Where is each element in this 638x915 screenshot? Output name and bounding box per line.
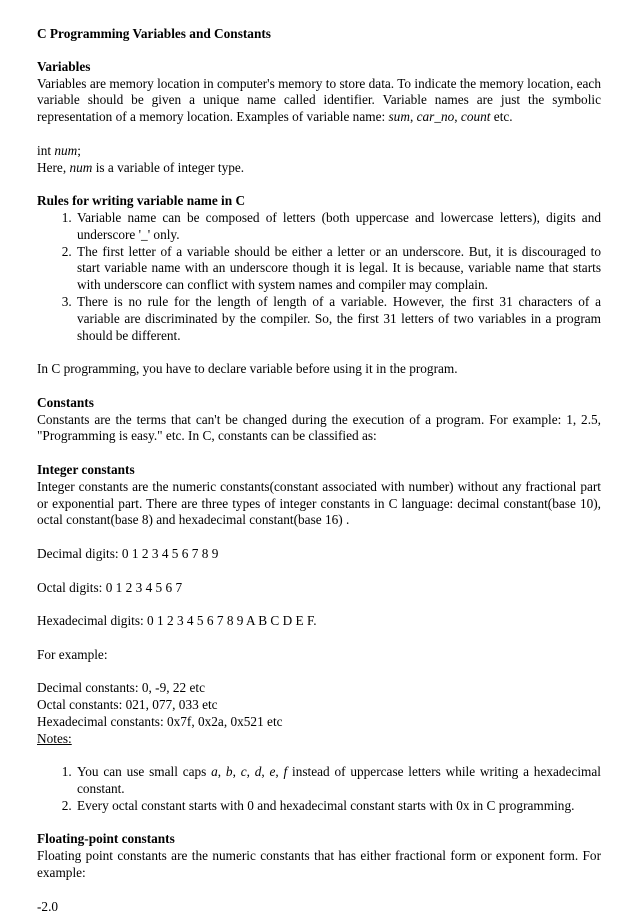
hex-letter: b (225, 764, 233, 780)
note-text: instead of uppercase letters while writing a hexadecimal constant. (77, 764, 601, 797)
notes-list (37, 764, 601, 814)
code-keyword: int (37, 142, 55, 158)
constants-paragraph: Constants are the terms that can't be changed during the execution of a program. For example: 1, 2.5, "Programming is easy." etc. In C, constants can be classified as: (37, 411, 601, 444)
page-title: C Programming Variables and Constants (37, 26, 271, 41)
variables-text: Variables are memory location in computer's memory to store data. To indicate the memory location, each variable should be given a unique name called identifier. Variable names are just the symbolic representation of a memory location. Examples of variable name: (37, 75, 601, 125)
rule-item: 1. Variable name can be composed of letters (both uppercase and lowercase letters), digits and underscore '_' only. (75, 210, 601, 244)
rule-item: 2. The first letter of a variable should be either a letter or an underscore. But, it is discouraged to start variable name with an underscore though it is legal. It is because, variable name that starts with underscore can conflict with system names and compiler may complain. (75, 244, 601, 294)
rule-item: 3. There is no rule for the length of length of a variable. However, the first 31 characters of a variable are discriminated by the compiler. So, the first 31 letters of two variables in a program should be different. (75, 294, 601, 344)
code-declaration (37, 143, 601, 160)
decimal-digits: Decimal digits: 0 1 2 3 4 5 6 7 8 9 (37, 545, 219, 561)
rules-list (37, 210, 601, 344)
integer-constants-paragraph: Integer constants are the numeric constants(constant associated with number) without any fractional part or exponential part. There are three types of integer constants in C language: decimal constant(base 10), octal constant(base 8) and hexadecimal constant(base 16) . (37, 478, 601, 528)
separator: , (454, 109, 461, 125)
hexadecimal-digits: Hexadecimal digits: 0 1 2 3 4 5 6 7 8 9 A B C D E F. (37, 613, 317, 629)
declare-note: In C programming, you have to declare variable before using it in the program. (37, 361, 458, 377)
hex-letter: c (240, 764, 247, 780)
explanation-end: is a variable of integer type. (92, 159, 245, 175)
floating-point-example: -2.0 (37, 898, 59, 914)
variables-text-end: etc. (490, 109, 513, 125)
for-example-label: For example: (37, 646, 108, 662)
hex-letter: d (254, 764, 262, 780)
variables-heading: Variables (37, 58, 91, 74)
note-item: 2. Every octal constant starts with 0 and hexadecimal constant starts with 0x in C programming. (75, 798, 601, 815)
constants-heading: Constants (37, 394, 94, 410)
example-sum: sum (388, 109, 410, 125)
integer-constants-heading: Integer constants (37, 461, 135, 477)
code-explanation (37, 160, 601, 177)
note-item: 1. You can use small caps a, b, c, d, e, f instead of uppercase letters while writing a hexadecimal constant. (75, 764, 601, 798)
hexadecimal-constants-example: Hexadecimal constants: 0x7f, 0x2a, 0x521 etc (37, 713, 283, 729)
hex-letter: e (269, 764, 276, 780)
decimal-constants-example: Decimal constants: 0, -9, 22 etc (37, 680, 206, 696)
octal-constants-example: Octal constants: 021, 077, 033 etc (37, 697, 218, 713)
floating-point-heading: Floating-point constants (37, 831, 175, 847)
rules-heading: Rules for writing variable name in C (37, 193, 246, 209)
explanation-start: Here, (37, 159, 70, 175)
explanation-variable: num (69, 159, 93, 175)
example-car-no: car_no (416, 109, 455, 125)
code-semicolon: ; (77, 142, 81, 158)
notes-label: Notes: (37, 730, 72, 746)
hex-letter: f (283, 764, 288, 780)
code-variable: num (54, 142, 78, 158)
variables-paragraph (37, 76, 601, 126)
floating-point-paragraph: Floating point constants are the numeric constants that has either fractional form or exponent form. For example: (37, 848, 601, 881)
example-count: count (460, 109, 491, 125)
note-text: You can use small caps (77, 764, 212, 780)
separator: , (409, 109, 417, 125)
hex-letter: a (211, 764, 218, 780)
octal-digits: Octal digits: 0 1 2 3 4 5 6 7 (37, 579, 183, 595)
